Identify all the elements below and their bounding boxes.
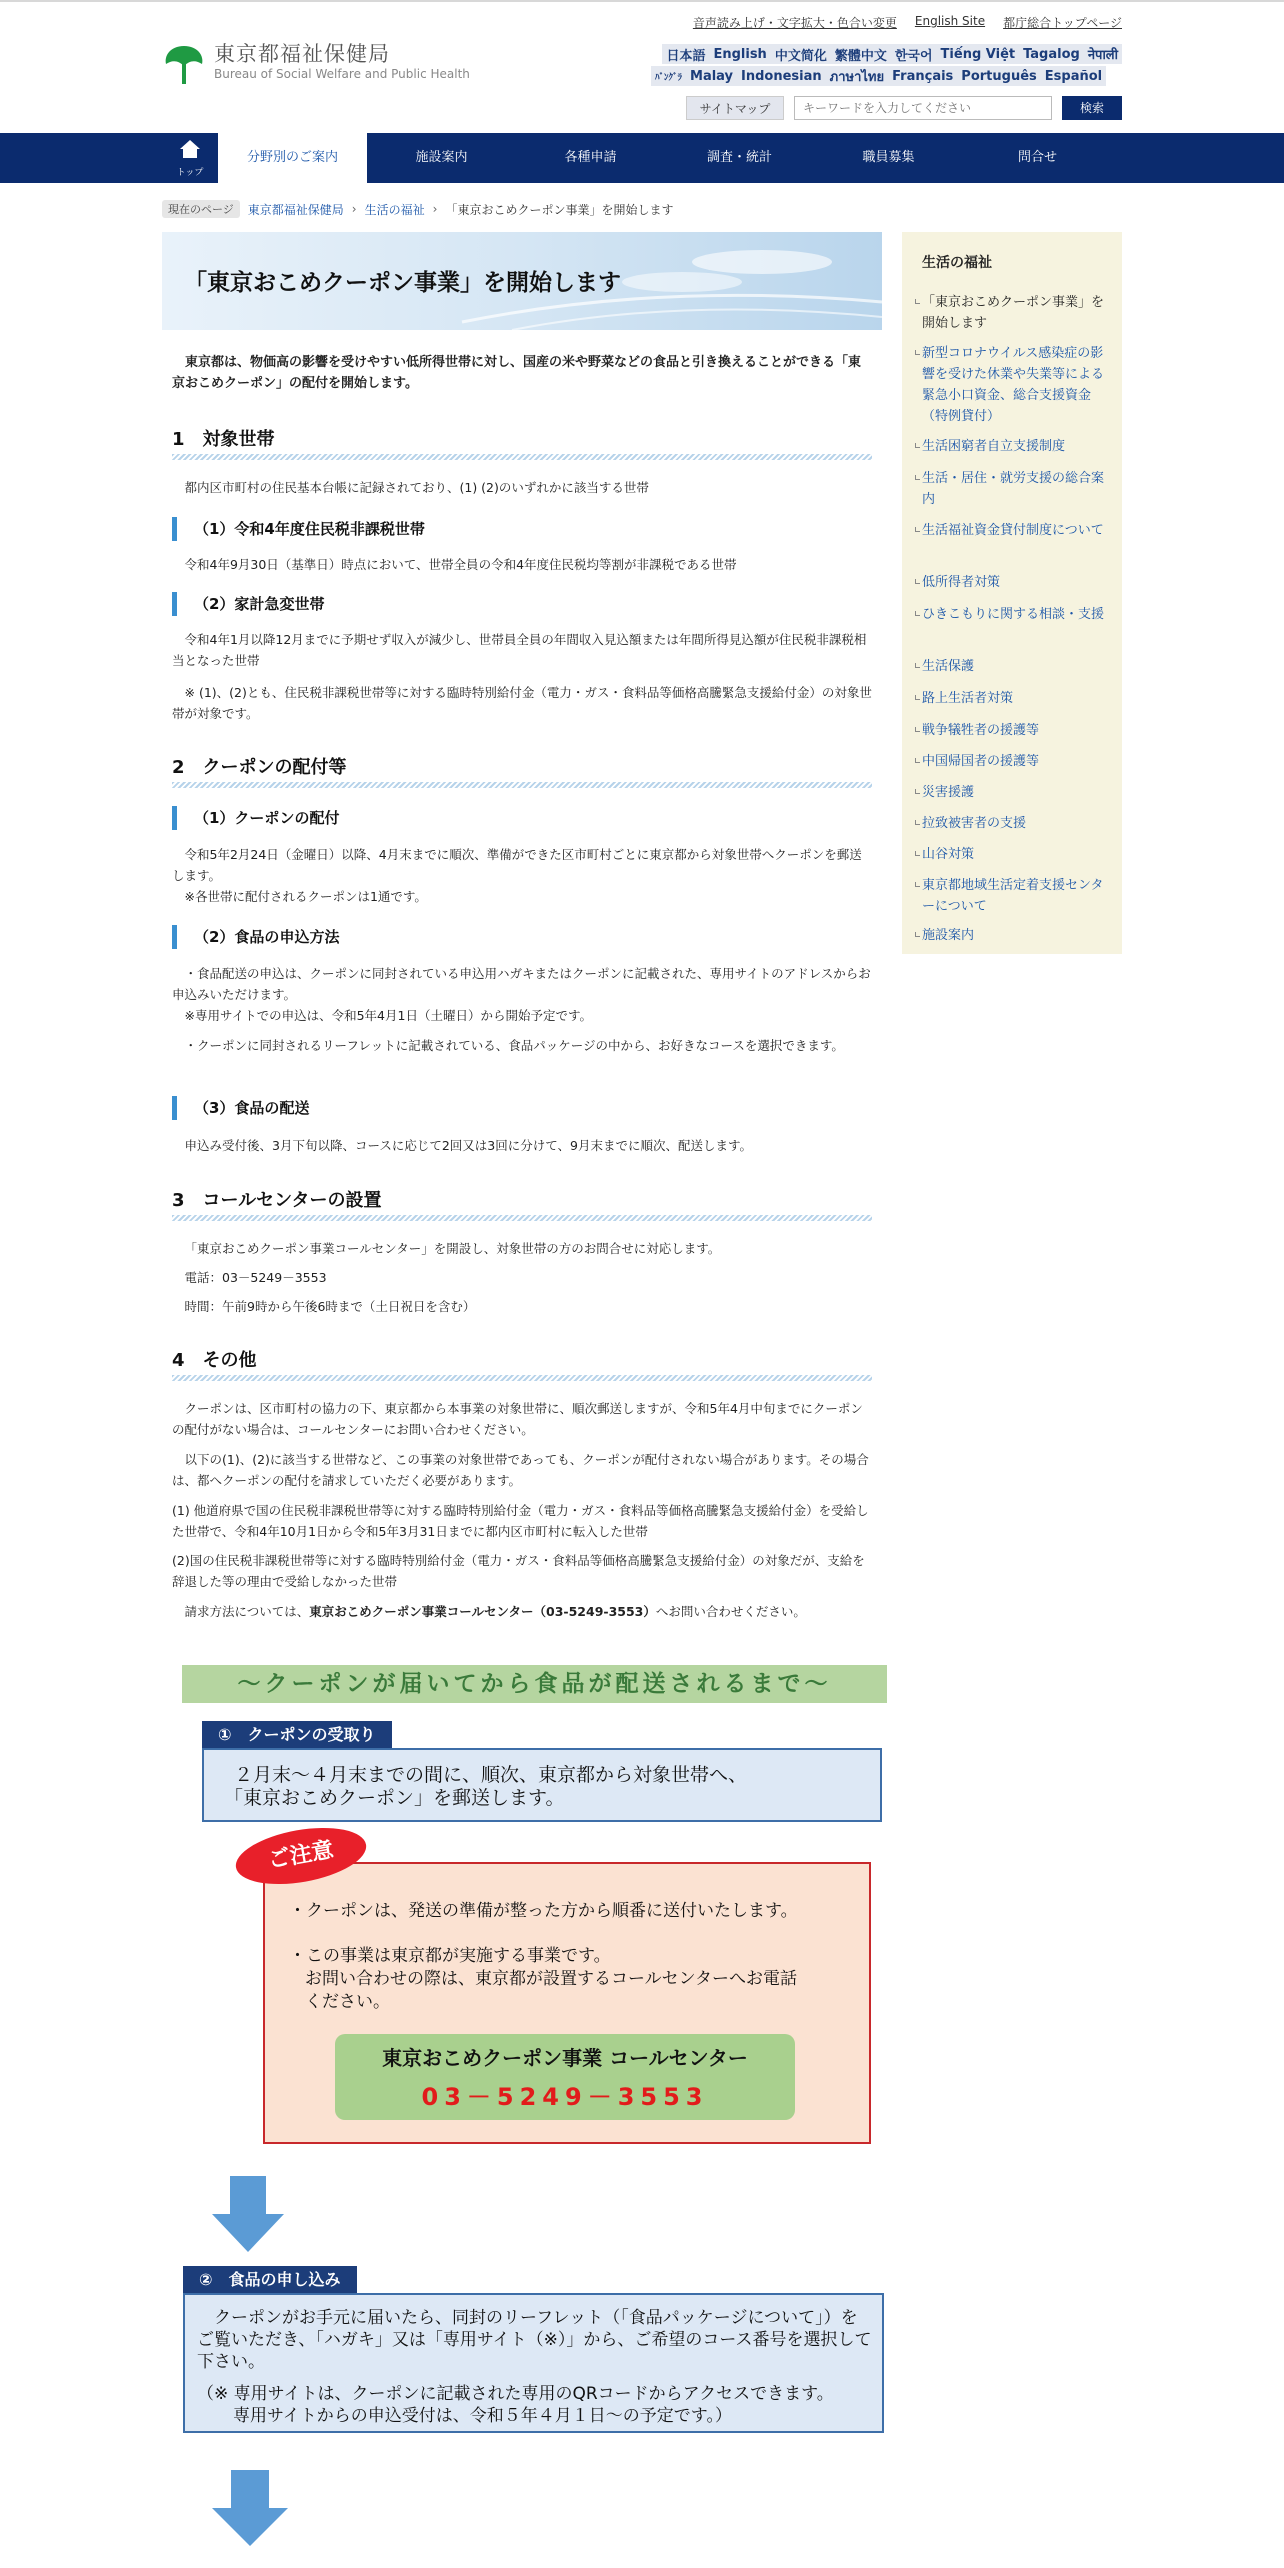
step2-note2: 専用サイトからの申込受付は、令和５年４月１日～の予定です。） bbox=[233, 2406, 732, 2426]
notice-badge: ご注意 bbox=[231, 1819, 370, 1893]
language-row-2 bbox=[651, 66, 1106, 86]
lang-bn[interactable]: ﾊﾞﾝｸﾞﾗ bbox=[655, 72, 683, 83]
sidebar-item-homeless[interactable]: 路上生活者対策 bbox=[922, 688, 1112, 709]
notice-line1: ・クーポンは、発送の準備が整った方から順番に送付いたします。 bbox=[289, 1901, 798, 1921]
s2-sub2-heading: （2）食品の申込方法 bbox=[172, 925, 339, 949]
s1-text: 都内区市町村の住民基本台帳に記録されており、(1) (2)のいずれかに該当する世帯 bbox=[184, 480, 649, 495]
notice-line4: ください。 bbox=[305, 1992, 390, 2012]
search-bar bbox=[686, 96, 1122, 120]
notice-line3: お問い合わせの際は、東京都が設置するコールセンターへお電話 bbox=[305, 1969, 797, 1989]
search-button[interactable]: 検索 bbox=[1062, 96, 1122, 120]
lang-fr[interactable]: Français bbox=[892, 68, 954, 84]
sidebar-item-china-returnees[interactable]: 中国帰国者の援護等 bbox=[922, 751, 1112, 772]
s3-hours: 時間：午前9時から午後6時まで（土日祝日を含む） bbox=[184, 1299, 476, 1314]
section-divider bbox=[172, 782, 872, 788]
step2-box bbox=[183, 2293, 884, 2433]
nav-item-applications[interactable]: 各種申請 bbox=[564, 150, 617, 165]
lang-es[interactable]: Español bbox=[1044, 68, 1103, 84]
sidebar-item-sanya[interactable]: 山谷対策 bbox=[922, 844, 1112, 865]
breadcrumb-current: 「東京おこめクーポン事業」を開始します bbox=[445, 202, 674, 217]
sitemap-button[interactable]: サイトマップ bbox=[686, 96, 784, 120]
step1-text-line1: ２月末～４月末までの間に、順次、東京都から対象世帯へ、 bbox=[234, 1764, 748, 1786]
section-3-heading: 3 コールセンターの設置 bbox=[172, 1190, 382, 1211]
callcenter-phone: 03－5249－3553 bbox=[421, 2083, 709, 2111]
lang-tl[interactable]: Tagalog bbox=[1023, 46, 1080, 62]
site-logo[interactable] bbox=[162, 42, 470, 88]
step2-note1: （※ 専用サイトは、クーポンに記載された専用のQRコードからアクセスできます。 bbox=[197, 2384, 834, 2404]
s4-text2: 以下の(1)、(2)に該当する世帯など、この事業の対象世帯であっても、クーポンが配付されない場合があります。その場合は、都へクーポンの配付を請求していただく必要があります。 bbox=[172, 1452, 869, 1488]
s3-text: 「東京おこめクーポン事業コールセンター」を開設し、対象世帯の方のお問合せに対応します。 bbox=[184, 1241, 721, 1256]
section-1-heading: 1 対象世帯 bbox=[172, 429, 275, 450]
page-title: 「東京おこめクーポン事業」を開始します bbox=[184, 270, 621, 296]
sidebar-item-okome-coupon[interactable]: 「東京おこめクーポン事業」を開始します bbox=[922, 292, 1112, 334]
language-selector bbox=[651, 44, 1122, 88]
section-divider bbox=[172, 1375, 872, 1381]
s4-item1: (1) 他道府県で国の住民税非課税世帯等に対する臨時特別給付金（電力・ガス・食料品等価格高騰緊急支援給付金）を受給した世帯で、令和4年10月1日から令和5年3月31日までに都内区市町村に転入した世帯 bbox=[172, 1503, 869, 1539]
sidebar-item-public-assistance[interactable]: 生活保護 bbox=[922, 656, 1112, 677]
down-arrow-icon bbox=[212, 2470, 288, 2546]
step1-box bbox=[202, 1748, 882, 1822]
flow-title: ～クーポンが届いてから食品が配送されるまで～ bbox=[182, 1665, 887, 1703]
s2-sub3-text: 申込み受付後、3月下旬以降、コースに応じて2回又は3回に分けて、9月末までに順次、配送します。 bbox=[184, 1138, 752, 1153]
search-input[interactable] bbox=[794, 96, 1052, 120]
s4-text1: クーポンは、区市町村の協力の下、東京都から本事業の対象世帯に、順次郵送しますが、令和5年4月中旬までにクーポンの配付がない場合は、コールセンターにお問い合わせください。 bbox=[172, 1401, 863, 1437]
global-nav bbox=[0, 133, 1284, 183]
tocho-top-link[interactable]: 都庁総合トップページ bbox=[1003, 16, 1122, 30]
lang-zh-hans[interactable]: 中文简化 bbox=[774, 48, 827, 64]
section-divider bbox=[172, 1215, 872, 1221]
sidebar-item-facilities[interactable]: 施設案内 bbox=[922, 925, 1112, 946]
sidebar-item-war-victims[interactable]: 戦争犠牲者の援護等 bbox=[922, 720, 1112, 741]
sidebar-title: 生活の福祉 bbox=[922, 255, 992, 271]
nav-home-label: トップ bbox=[176, 168, 204, 178]
sidebar-item-support-guide[interactable]: 生活・居住・就労支援の総合案内 bbox=[922, 468, 1112, 510]
s4-request bbox=[172, 1601, 872, 1622]
s4-item2: (2)国の住民税非課税世帯等に対する臨時特別給付金（電力・ガス・食料品等価格高騰緊急支援給付金）の対象だが、支給を辞退した等の理由で受給しなかった世帯 bbox=[172, 1553, 865, 1589]
down-arrow-icon bbox=[212, 2176, 284, 2252]
lang-vi[interactable]: Tiếng Việt bbox=[940, 46, 1016, 62]
s2-sub1-note: ※各世帯に配付されるクーポンは1通です。 bbox=[184, 889, 427, 904]
section-4-heading: 4 その他 bbox=[172, 1350, 257, 1371]
s4-request-pre: 請求方法については、 bbox=[184, 1604, 310, 1619]
sidebar bbox=[902, 232, 1122, 954]
logo-subtitle: Bureau of Social Welfare and Public Health bbox=[214, 67, 470, 81]
s2-sub2-text2: ・クーポンに同封されるリーフレットに記載されている、食品パッケージの中から、お好きなコースを選択できます。 bbox=[184, 1038, 844, 1053]
callcenter-box bbox=[335, 2034, 795, 2120]
s2-sub1-heading: （1）クーポンの配付 bbox=[172, 806, 339, 830]
lang-ko[interactable]: 한국어 bbox=[894, 48, 933, 64]
nav-item-facilities[interactable]: 施設案内 bbox=[415, 150, 468, 165]
s3-phone: 電話：03－5249－3553 bbox=[184, 1270, 327, 1285]
sidebar-item-settlement-center[interactable]: 東京都地域生活定着支援センターについて bbox=[922, 875, 1112, 917]
language-row-1 bbox=[662, 44, 1122, 64]
step1-text-line2: 「東京おこめクーポン」を郵送します。 bbox=[224, 1787, 565, 1809]
nav-item-statistics[interactable]: 調査・統計 bbox=[706, 150, 772, 165]
title-banner bbox=[162, 232, 882, 330]
accessibility-link[interactable]: 音声読み上げ・文字拡大・色合い変更 bbox=[692, 16, 897, 30]
english-site-link[interactable]: English Site bbox=[914, 14, 986, 28]
lang-ne[interactable]: नेपाली bbox=[1087, 48, 1118, 63]
lang-pt[interactable]: Português bbox=[961, 68, 1037, 84]
s1-sub2-text: 令和4年1月以降12月までに予期せず収入が減少し、世帯員全員の年間収入見込額または年間所得見込額が住民税非課税相当となった世帯 bbox=[172, 632, 867, 668]
lang-en[interactable]: English bbox=[713, 46, 767, 62]
sidebar-item-self-reliance[interactable]: 生活困窮者自立支援制度 bbox=[922, 436, 1112, 457]
s1-sub2-heading: （2）家計急変世帯 bbox=[172, 592, 324, 616]
breadcrumb-home[interactable]: 東京都福祉保健局 bbox=[247, 202, 344, 217]
ginkgo-logo-icon bbox=[162, 42, 206, 88]
breadcrumb bbox=[162, 200, 673, 218]
sidebar-item-covid-loans[interactable]: 新型コロナウイルス感染症の影響を受けた休業や失業等による緊急小口資金、総合支援資金（特例貸付） bbox=[922, 343, 1112, 427]
sidebar-item-hikikomori[interactable]: ひきこもりに関する相談・支援 bbox=[922, 604, 1112, 625]
notice-line2: ・この事業は東京都が実施する事業です。 bbox=[289, 1946, 611, 1966]
s2-sub1-text: 令和5年2月24日（金曜日）以降、4月末までに順次、準備ができた区市町村ごとに東京都から対象世帯へクーポンを郵送します。 bbox=[172, 847, 862, 883]
sidebar-item-welfare-loans[interactable]: 生活福祉資金貸付制度について bbox=[922, 520, 1112, 541]
s4-request-post: へお問い合わせください。 bbox=[655, 1604, 806, 1619]
s4-request-callcenter: 東京おこめクーポン事業コールセンター（03-5249-3553） bbox=[309, 1604, 656, 1619]
step2-text: クーポンがお手元に届いたら、同封のリーフレット（「食品パッケージについて」）をご覧いただき、「ハガキ」又は「専用サイト（※）」から、ご希望のコース番号を選択して下さい。 bbox=[197, 2308, 872, 2372]
chevron-right-icon: › bbox=[432, 202, 438, 216]
nav-home[interactable] bbox=[162, 133, 218, 183]
chevron-right-icon: › bbox=[351, 202, 357, 216]
logo-title: 東京都福祉保健局 bbox=[214, 42, 390, 66]
lead-text: 東京都は、物価高の影響を受けやすい低所得世帯に対し、国産の米や野菜などの食品と引き換えることができる「東京おこめクーポン」の配付を開始します。 bbox=[172, 355, 862, 391]
s2-sub2-note: ※専用サイトでの申込は、令和5年4月1日（土曜日）から開始予定です。 bbox=[184, 1008, 592, 1023]
step1-label: ① クーポンの受取り bbox=[202, 1721, 392, 1748]
home-icon bbox=[179, 139, 201, 159]
step2-label: ② 食品の申し込み bbox=[183, 2266, 357, 2293]
callcenter-name: 東京おこめクーポン事業 コールセンター bbox=[382, 2046, 748, 2070]
lang-id[interactable]: Indonesian bbox=[741, 68, 822, 84]
top-strip bbox=[0, 0, 1284, 2]
s2-sub3-heading: （3）食品の配送 bbox=[172, 1096, 309, 1120]
nav-item-fields[interactable]: 分野別のご案内 bbox=[218, 133, 367, 183]
s1-sub2-note: ※ (1)、(2)とも、住民税非課税世帯等に対する臨時特別給付金（電力・ガス・食料品等価格高騰緊急支援給付金）の対象世帯が対象です。 bbox=[172, 685, 872, 721]
utility-links bbox=[693, 14, 1122, 31]
sidebar-item-disaster[interactable]: 災害援護 bbox=[922, 782, 1112, 803]
section-2-heading: 2 クーポンの配付等 bbox=[172, 757, 347, 778]
s1-sub1-text: 令和4年9月30日（基準日）時点において、世帯全員の令和4年度住民税均等割が非課税である世帯 bbox=[184, 557, 737, 572]
lang-zh-hant[interactable]: 繁體中文 bbox=[834, 48, 887, 64]
nav-item-contact[interactable]: 問合せ bbox=[1017, 150, 1057, 165]
lang-ja[interactable]: 日本語 bbox=[666, 48, 706, 64]
s2-sub2-text: ・食品配送の申込は、クーポンに同封されている申込用ハガキまたはクーポンに記載された、専用サイトのアドレスからお申込みいただけます。 bbox=[172, 966, 871, 1002]
s1-sub1-heading: （1）令和4年度住民税非課税世帯 bbox=[172, 517, 425, 541]
nav-item-recruitment[interactable]: 職員募集 bbox=[862, 150, 915, 165]
lang-th[interactable]: ภาษาไทย bbox=[829, 69, 885, 85]
breadcrumb-current-label: 現在のページ bbox=[162, 200, 240, 218]
lang-ms[interactable]: Malay bbox=[690, 68, 734, 84]
breadcrumb-life-welfare[interactable]: 生活の福祉 bbox=[364, 202, 425, 217]
sidebar-item-abduction[interactable]: 拉致被害者の支援 bbox=[922, 813, 1112, 834]
section-divider bbox=[172, 454, 872, 460]
sidebar-item-low-income[interactable]: 低所得者対策 bbox=[922, 572, 1112, 593]
